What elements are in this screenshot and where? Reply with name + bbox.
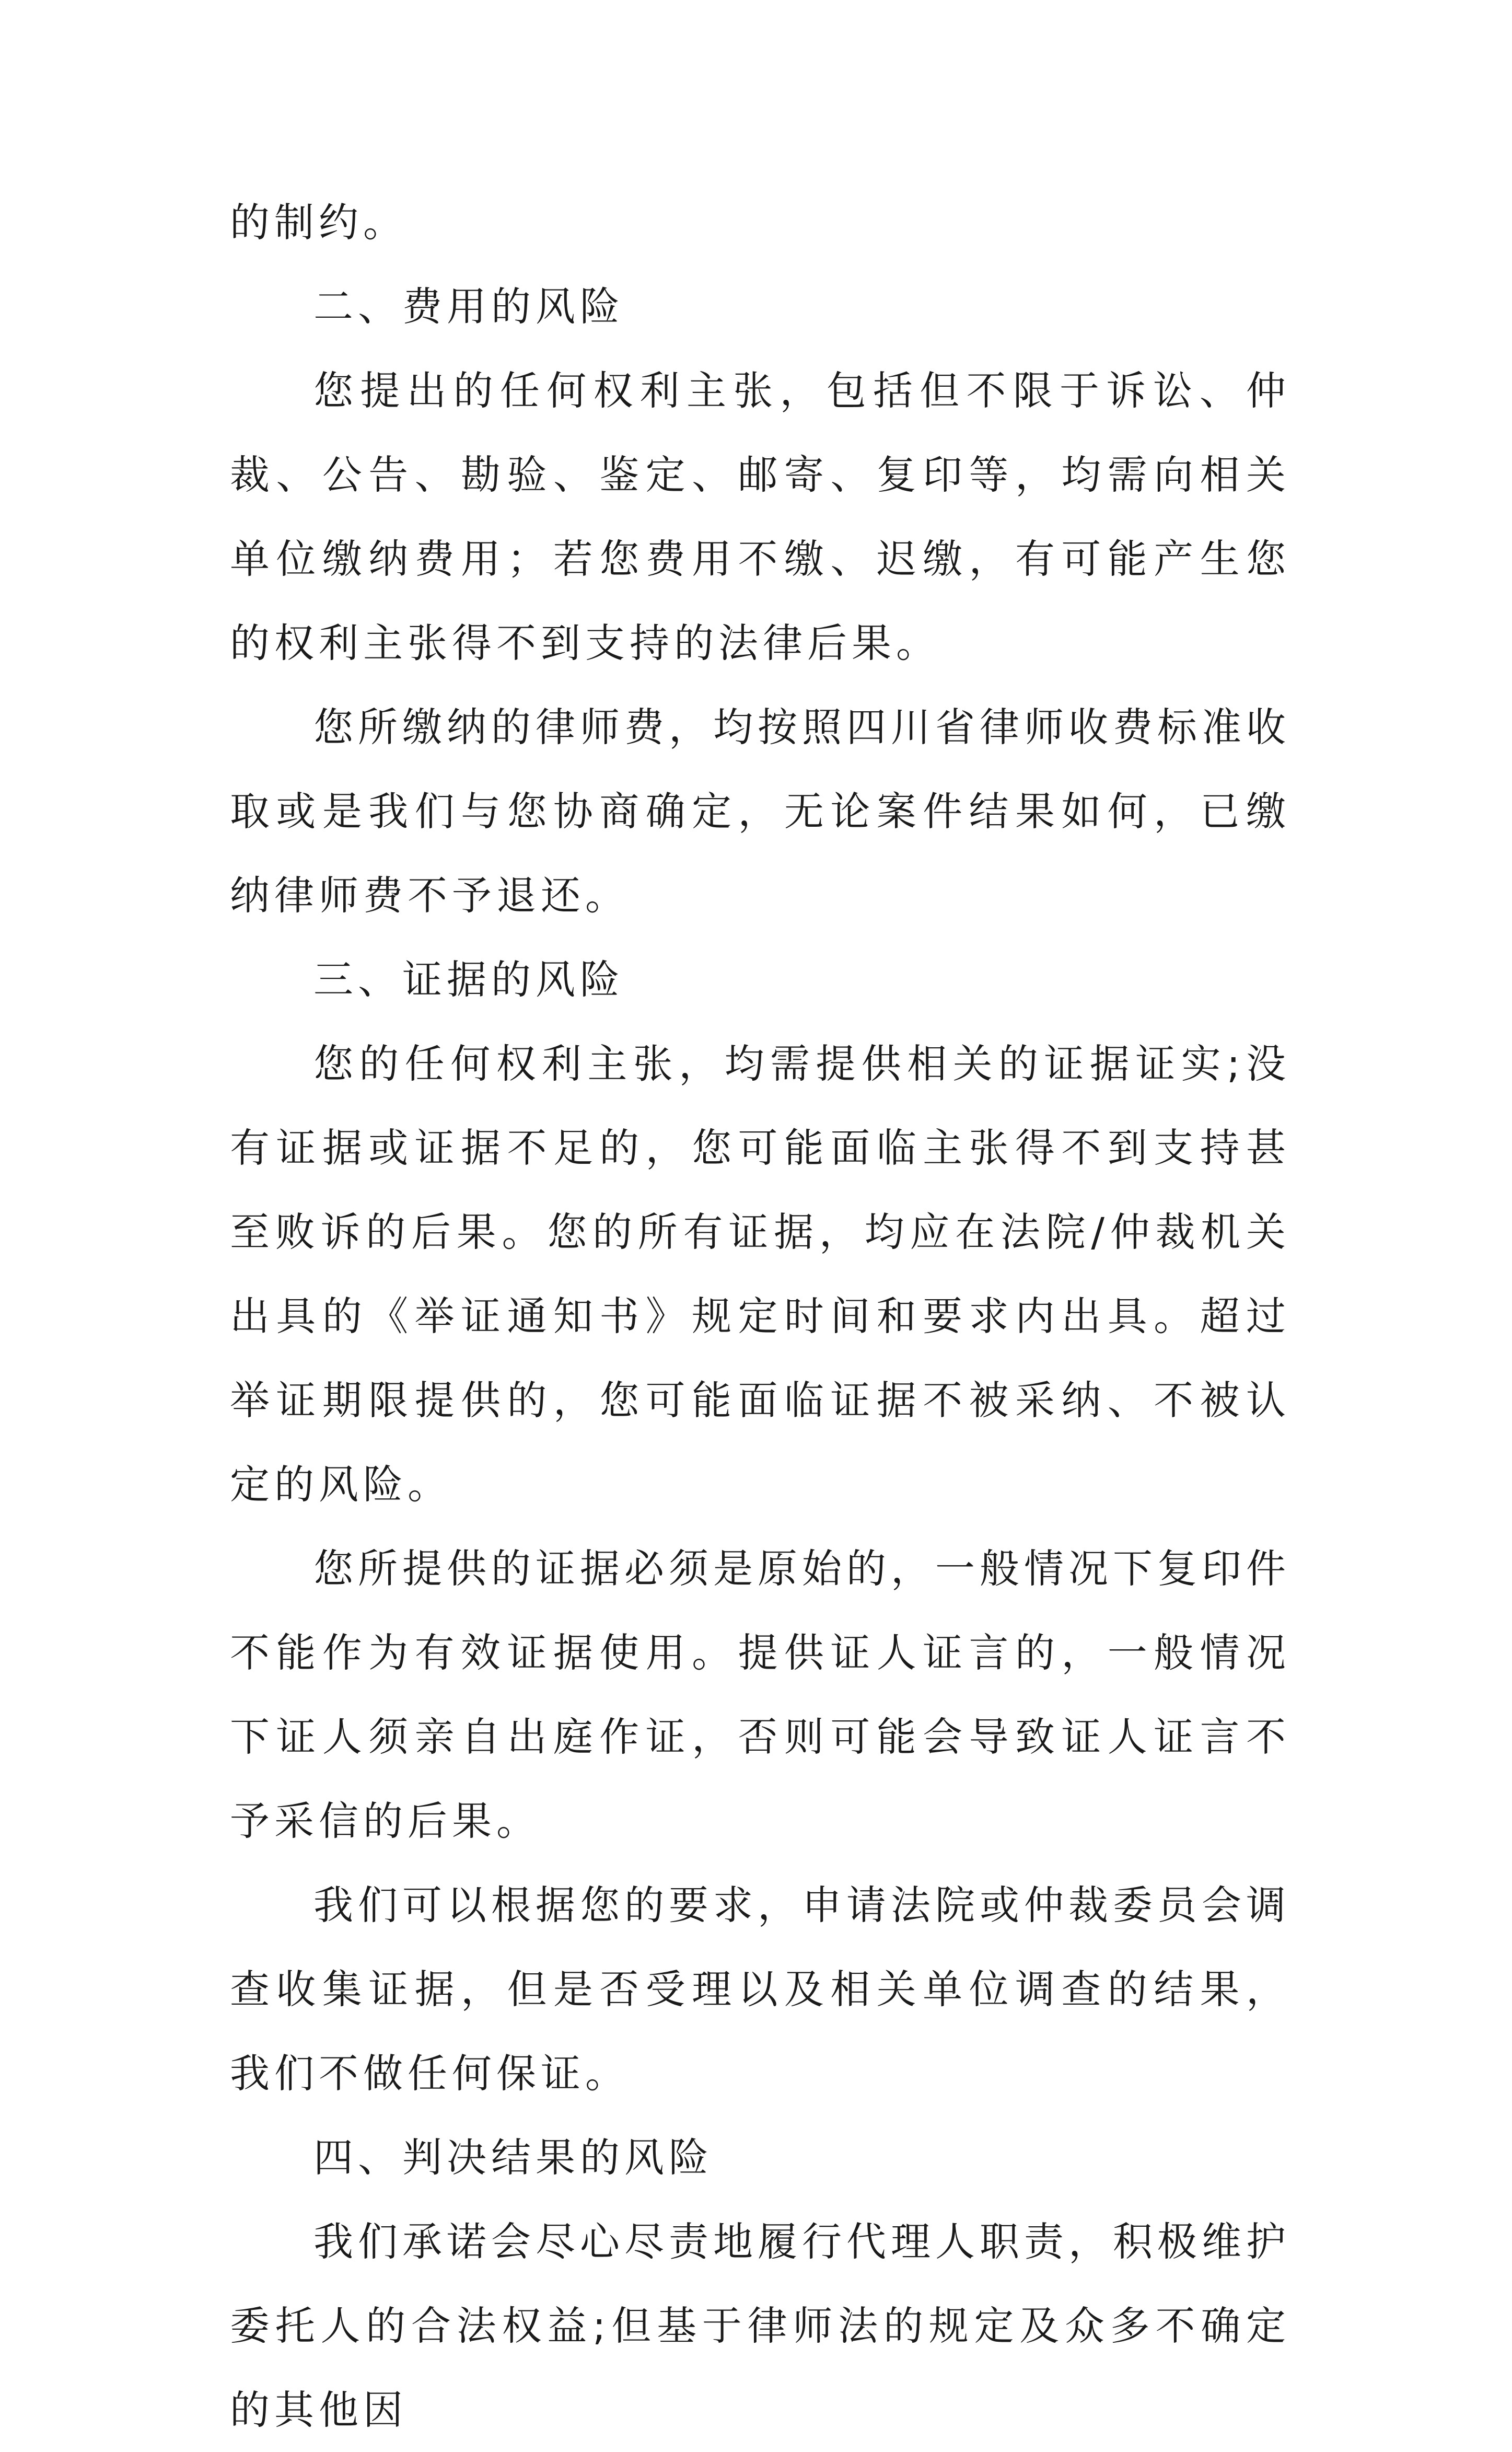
paragraph-judgment-commitment: 我们承诺会尽心尽责地履行代理人职责，积极维护委托人的合法权益;但基于律师法的规定及众多不确定的其他因 xyxy=(230,2218,1290,2433)
section-heading-evidence: 三、证据的风险 xyxy=(313,956,624,1003)
paragraph-evidence-collection: 我们可以根据您的要求，申请法院或仲裁委员会调查收集证据，但是否受理以及相关单位调查的结果，我们不做任何保证。 xyxy=(230,1882,1290,2097)
paragraph-continued: 的制约。 xyxy=(230,199,408,246)
paragraph-fees-claims: 您提出的任何权利主张，包括但不限于诉讼、仲裁、公告、勘验、鉴定、邮寄、复印等，均需向相关单位缴纳费用；若您费用不缴、迟缴，有可能产生您的权利主张得不到支持的法律后果。 xyxy=(230,367,1290,666)
paragraph-evidence-original: 您所提供的证据必须是原始的，一般情况下复印件不能作为有效证据使用。提供证人证言的，一般情况下证人须亲自出庭作证，否则可能会导致证人证言不予采信的后果。 xyxy=(230,1545,1290,1844)
paragraph-fees-lawyer: 您所缴纳的律师费，均按照四川省律师收费标准收取或是我们与您协商确定，无论案件结果如何，已缴纳律师费不予退还。 xyxy=(230,704,1290,919)
document-body xyxy=(230,180,1290,2452)
section-heading-fees: 二、费用的风险 xyxy=(313,283,624,330)
section-heading-judgment: 四、判决结果的风险 xyxy=(313,2134,713,2181)
paragraph-evidence-claims: 您的任何权利主张，均需提供相关的证据证实;没有证据或证据不足的，您可能面临主张得不到支持甚至败诉的后果。您的所有证据，均应在法院/仲裁机关出具的《举证通知书》规定时间和要求内出具。超过举证期限提供的，您可能面临证据不被采纳、不被认定的风险。 xyxy=(230,1040,1290,1508)
